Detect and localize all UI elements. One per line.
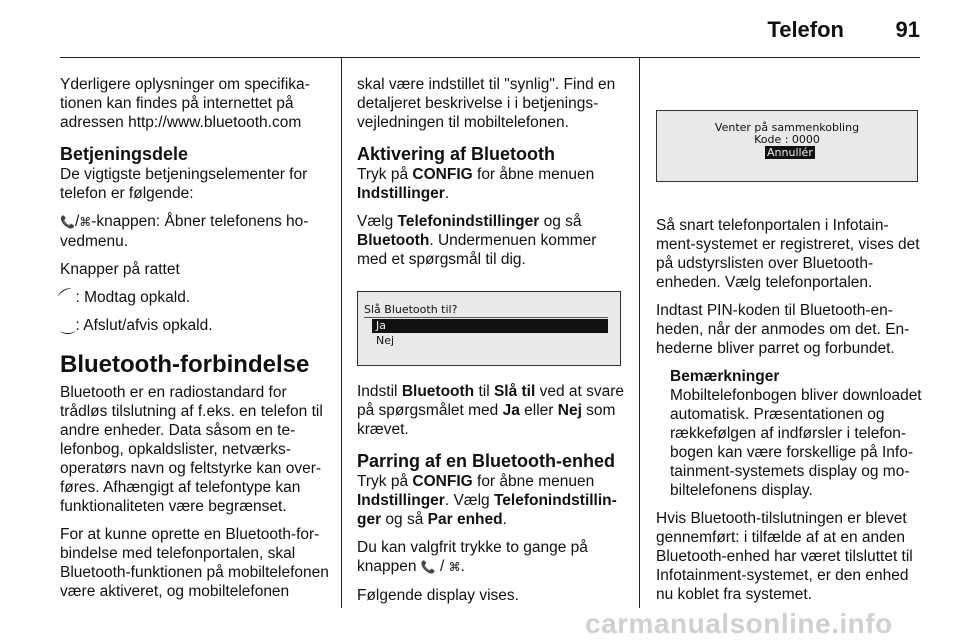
pairing-step-1: Tryk på CONFIG for åbne menuen Indstillinger. Vælg Telefonindstillinger og så Par enhed. xyxy=(357,473,617,528)
heading-aktivering: Aktivering af Bluetooth xyxy=(357,144,556,164)
heading-betjeningsdele: Betjeningsdele xyxy=(60,144,189,164)
heading-bluetooth-forbindelse: Bluetooth-forbindelse xyxy=(60,351,310,378)
heading-parring: Parring af en Bluetooth-enhed xyxy=(357,451,616,471)
steering-wheel-label: Knapper på rattet xyxy=(60,261,180,278)
column-divider-2 xyxy=(639,58,640,608)
pairing-step-3: Følgende display vises. xyxy=(357,587,519,604)
visibility-paragraph: skal være indstillet til "synlig". Find en detaljeret beskrivelse i i betjeningsvejledningen til mobiltelefonen. xyxy=(357,76,616,131)
disconnect-paragraph: Hvis Bluetooth-tilslutningen er blevet gennemført: i tilfælde af at en anden Bluetooth-enhed har været tilsluttet til Infotainment-systemet, er den enhed nu koblet fra systemet. xyxy=(656,510,913,603)
activation-step-1: Tryk på CONFIG for åbne menuen Indstillinger. xyxy=(357,166,595,202)
pairing-wait-screen xyxy=(656,110,918,182)
note-heading: Bemærkninger xyxy=(670,368,780,385)
hangup-call-icon: ⌒ xyxy=(60,317,76,335)
bluetooth-paragraph-2: For at kunne oprette en Bluetooth-forbindelse med telefonportalen, skal Bluetooth-funktionen på mobiltelefonen være aktiveret, og mobiltelefonen xyxy=(60,526,329,600)
activation-step-2: Vælg Telefonindstillinger og så Bluetooth. Undermenuen kommer med et spørgsmål til dig. xyxy=(357,213,597,268)
phone-icon: 📞 xyxy=(60,215,75,229)
mute-icon: ⌘ xyxy=(448,560,461,574)
screen-option-no[interactable]: Nej xyxy=(376,334,395,347)
column-1 xyxy=(56,75,330,610)
page-title: Telefon xyxy=(767,17,844,42)
intro-paragraph: Yderligere oplysninger om specifikationen kan findes på internettet på adressen http://www.bluetooth.com xyxy=(60,76,310,131)
column-3 xyxy=(656,100,922,613)
hangup-call-desc: ⌒: Afslut/afvis opkald. xyxy=(60,317,213,335)
screen-option-yes[interactable]: Ja xyxy=(372,319,608,333)
registered-paragraph: Så snart telefonportalen i Infotainment-systemet er registreret, vises det på udstyrslisten over Bluetooth-enheden. Vælg telefonportalen. xyxy=(656,217,920,291)
phone-button-desc: 📞/⌘-knappen: Åbner telefonens hovedmenu. xyxy=(60,213,309,250)
page-header xyxy=(60,0,920,58)
screen-divider xyxy=(364,317,608,318)
page-number: 91 xyxy=(895,17,920,42)
pairing-step-2: Du kan valgfrit trykke to gange på knappen 📞 / ⌘. xyxy=(357,539,588,575)
screen-prompt-title: Slå Bluetooth til? xyxy=(364,303,458,316)
answer-call-icon: ⌒ xyxy=(56,285,79,309)
mute-icon: ⌘ xyxy=(79,215,92,229)
screen-waiting-text: Venter på sammenkobling xyxy=(714,121,860,134)
bluetooth-prompt-screen xyxy=(357,291,621,366)
phone-icon: 📞 xyxy=(420,560,436,574)
answer-call-desc: ⌒: Modtag opkald. xyxy=(56,285,191,309)
screen-code-text: Kode : 0000 xyxy=(754,133,820,146)
column-divider-1 xyxy=(341,58,342,608)
activation-step-3: Indstil Bluetooth til Slå til ved at svare på spørgsmålet med Ja eller Nej som krævet. xyxy=(357,383,625,438)
controls-intro: De vigtigste betjeningselementer for telefon er følgende: xyxy=(60,166,308,202)
bluetooth-paragraph-1: Bluetooth er en radiostandard for trådløs tilslutning af f.eks. en telefon til andre enheder. Data såsom en telefonbog, opkaldslister, netværksoperatørs navn og feltstyrke kan overføres. Afhængigt af telefontype kan funktionaliteten være begrænset. xyxy=(60,384,323,515)
header-divider xyxy=(60,57,920,58)
column-2 xyxy=(357,75,625,614)
watermark-text: carmanualsonline.info xyxy=(585,608,893,639)
note-box xyxy=(656,367,922,500)
screen-cancel-button[interactable]: Annullér xyxy=(767,146,813,159)
note-text: Mobiltelefonbogen bliver downloadet automatisk. Præsentationen og rækkefølgen af indførsler i telefonbogen kan være forskellige på Infotainment-systemets display og mobiltelefonens display. xyxy=(670,387,922,499)
pin-paragraph: Indtast PIN-koden til Bluetooth-enheden, når der anmodes om det. Enhederne bliver parret og forbundet. xyxy=(656,302,910,357)
